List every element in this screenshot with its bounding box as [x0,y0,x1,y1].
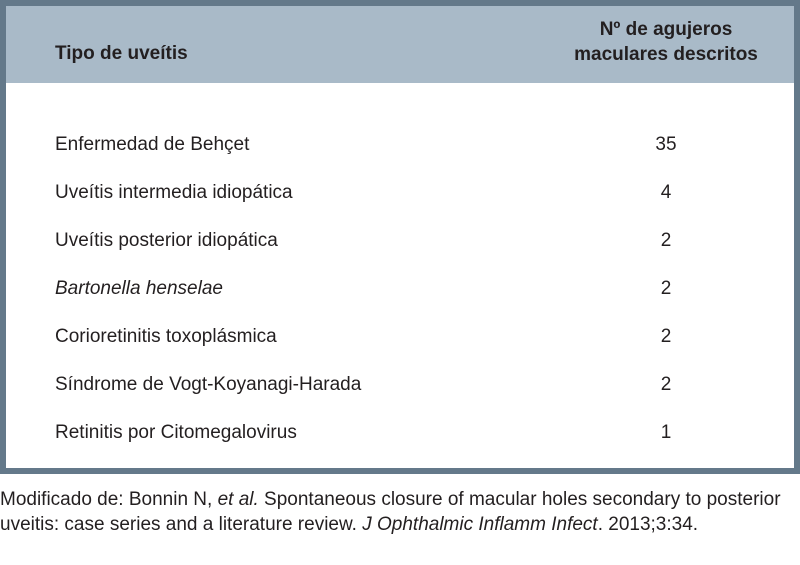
header-count-line1: Nº de agujeros [599,19,733,40]
row-uveitis-name: Enfermedad de Behçet [55,134,250,155]
row-hole-count: 2 [660,326,672,347]
row-uveitis-name: Uveítis posterior idiopática [55,230,278,251]
row-uveitis-name: Corioretinitis toxoplásmica [55,326,277,347]
table-row [6,227,794,255]
header-uveitis-type: Tipo de uveítis [55,43,188,64]
table-row [6,179,794,207]
row-hole-count: 35 [655,134,677,155]
caption-year: . 2013;3:34. [597,514,699,535]
row-hole-count: 4 [660,182,672,203]
row-hole-count: 1 [660,422,672,443]
row-uveitis-name: Uveítis intermedia idiopática [55,182,293,203]
table-row [6,323,794,351]
table-header [6,6,794,83]
row-hole-count: 2 [660,374,672,395]
header-macular-holes-count [546,17,786,67]
caption-prefix: Modificado de: Bonnin N, [0,489,218,510]
caption-et-al: et al. [217,489,259,510]
row-uveitis-name: Bartonella henselae [55,278,223,299]
table-row [6,371,794,399]
caption-journal: J Ophthalmic Inflamm Infect [362,514,598,535]
table-row [6,275,794,303]
row-uveitis-name: Síndrome de Vogt-Koyanagi-Harada [55,374,362,395]
row-hole-count: 2 [660,278,672,299]
row-hole-count: 2 [660,230,672,251]
caption-title: Spontaneous closure of macular holes secondary to posterior uveitis: case series and a literature review. [0,489,781,535]
row-uveitis-name: Retinitis por Citomegalovirus [55,422,297,443]
table-row [6,131,794,159]
table-row [6,419,794,447]
table-source-caption [0,487,800,537]
header-count-line2: maculares descritos [574,44,758,65]
